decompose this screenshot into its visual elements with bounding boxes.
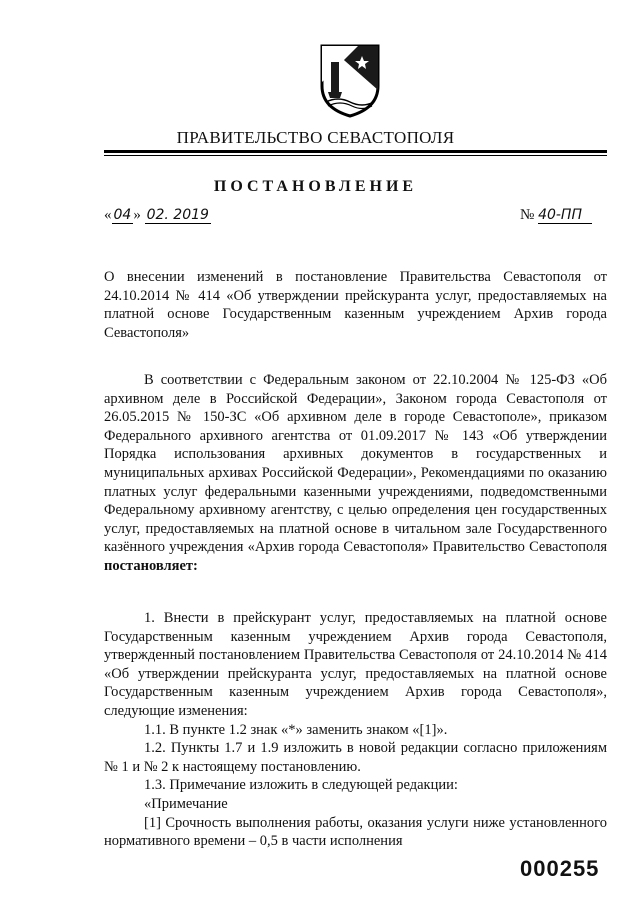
preamble-text: В соответствии с Федеральным законом от 22.10.2004 № 125-ФЗ «Об архивном деле в Российской Федерации», Законом города Севастополя от 26.05.2015 № 150-ЗС «Об архивном деле в городе Севастополе», приказом Федерального архивного агентства от 01.09.2017 № 143 «Об утверждении Порядка использования архивных документов в государственных и муниципальных архивах Российской Федерации», Рекомендациями по оказанию платных услуг федеральными казенными учреждениями, подведомственными Федеральному архивному агентству, с целью определения цен государственных услуг, предоставляемых на платной основе в читальном зале Государственного казённого учреждения «Архив города Севастополя» Правительство Севастополя [104, 372, 607, 556]
date-month-year: 02. 2019 [146, 207, 209, 223]
organization-name: ПРАВИТЕЛЬСТВО СЕВАСТОПОЛЯ [176, 128, 455, 147]
document-number [520, 207, 592, 224]
item-1: 1. Внести в прейскурант услуг, предоставляемых на платной основе Государственным казенным учреждением Архив города Севастополя, утвержденный постановлением Правительства Севастополя от 24.10.2014 № 414 «Об утверждении прейскуранта услуг, предоставляемых на платной основе Государственным казенным учреждением Архив города Севастополя», следующие изменения: [104, 610, 607, 719]
preamble-paragraph [104, 371, 607, 576]
document-type: ПОСТАНОВЛЕНИЕ [213, 178, 418, 195]
resolution-verb: постановляет [104, 557, 194, 574]
resolution-items [104, 609, 607, 851]
date-open-quote: « [104, 207, 112, 223]
date-close-quote: » [133, 207, 141, 223]
coat-of-arms-icon [318, 42, 382, 118]
date-day: 04 [113, 207, 132, 223]
number-sign: № [520, 207, 535, 223]
note-heading: «Примечание [144, 795, 228, 812]
document-subtitle: О внесении изменений в постановление Правительства Севастополя от 24.10.2014 № 414 «Об утверждении прейскуранта услуг, предоставляемых на платной основе Государственным казенным учреждением Архив города Севастополя» [104, 269, 607, 341]
resolution-colon: : [193, 557, 198, 574]
header-rule-thick [104, 150, 607, 153]
item-1-3: 1.3. Примечание изложить в следующей редакции: [144, 777, 458, 794]
item-1-1: 1.1. В пункте 1.2 знак «*» заменить знаком «[1]». [144, 721, 448, 738]
header-rule-thin [104, 155, 607, 156]
item-1-2: 1.2. Пункты 1.7 и 1.9 изложить в новой редакции согласно приложениям № 1 и № 2 к настоящему постановлению. [104, 740, 607, 775]
serial-number: 000255 [520, 856, 600, 881]
number-value: 40-ПП [538, 207, 592, 224]
document-date [104, 207, 211, 224]
note-1: [1] Срочность выполнения работы, оказания услуги ниже установленного нормативного времени – 0,5 в части исполнения [104, 814, 607, 850]
